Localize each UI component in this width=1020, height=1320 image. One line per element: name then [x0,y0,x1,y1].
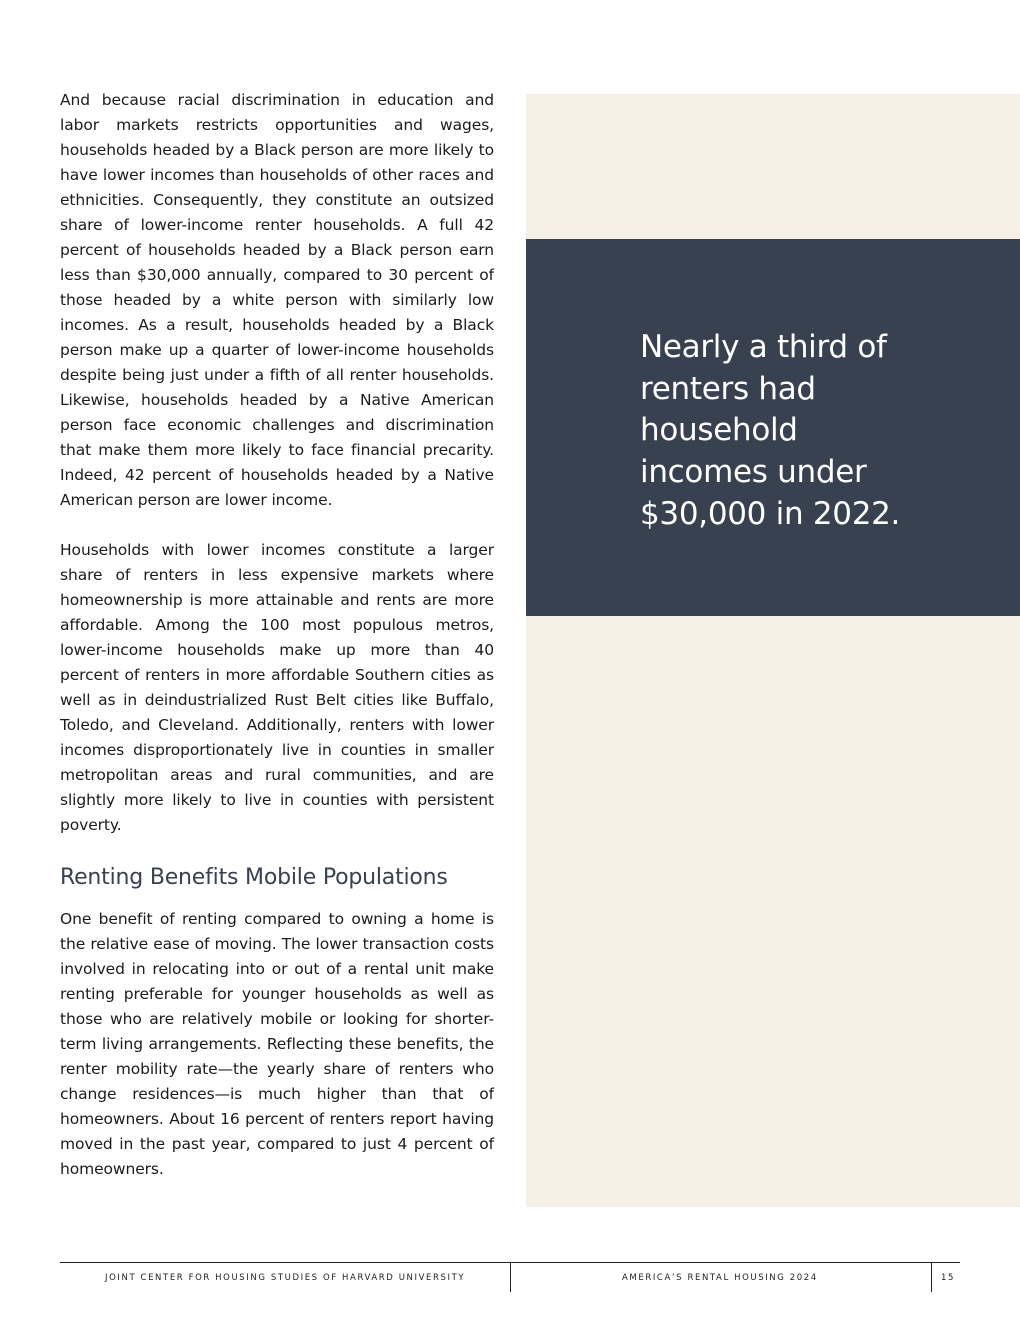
footer-publisher: JOINT CENTER FOR HOUSING STUDIES OF HARVARD UNIVERSITY [105,1273,466,1283]
main-text-column [60,88,494,1182]
section-heading: Renting Benefits Mobile Populations [60,865,448,890]
pull-quote-box [526,239,1020,616]
body-paragraph-1: And because racial discrimination in education and labor markets restricts opportunities and wages, households headed by a Black person are more likely to have lower incomes than households of other races and ethnicities. Consequently, they constitute an outsized share of lower-income renter households. A full 42 percent of households headed by a Black person earn less than $30,000 annually, compared to 30 percent of those headed by a white person with similarly low incomes. As a result, households headed by a Black person make up a quarter of lower-income households despite being just under a fifth of all renter households. Likewise, households headed by a Native American person face economic challenges and discrimination that make them more likely to face financial precarity. Indeed, 42 percent of households headed by a Native American person are lower income. [60,91,494,509]
pull-quote-text: Nearly a third of renters had household incomes under $30,000 in 2022. [640,329,901,532]
footer-divider-2 [931,1263,932,1292]
footer-report-title: AMERICA’S RENTAL HOUSING 2024 [622,1273,818,1283]
page-footer [60,1262,960,1292]
footer-divider-1 [510,1263,511,1292]
section-paragraph: One benefit of renting compared to owning a home is the relative ease of moving. The lower transaction costs involved in relocating into or out of a rental unit make renting preferable for younger households as well as those who are relatively mobile or looking for shorter-term living arrangements. Reflecting these benefits, the renter mobility rate—the yearly share of renters who change residences—is much higher than that of homeowners. About 16 percent of renters report having moved in the past year, compared to just 4 percent of homeowners. [60,910,494,1178]
body-paragraph-2: Households with lower incomes constitute a larger share of renters in less expensive markets where homeownership is more attainable and rents are more affordable. Among the 100 most populous metros, lower-income households make up more than 40 percent of renters in more affordable Southern cities as well as in deindustrialized Rust Belt cities like Buffalo, Toledo, and Cleveland. Additionally, renters with lower incomes disproportionately live in counties in smaller metropolitan areas and rural communities, and are slightly more likely to live in counties with persistent poverty. [60,541,494,834]
page-number: 15 [941,1273,956,1283]
